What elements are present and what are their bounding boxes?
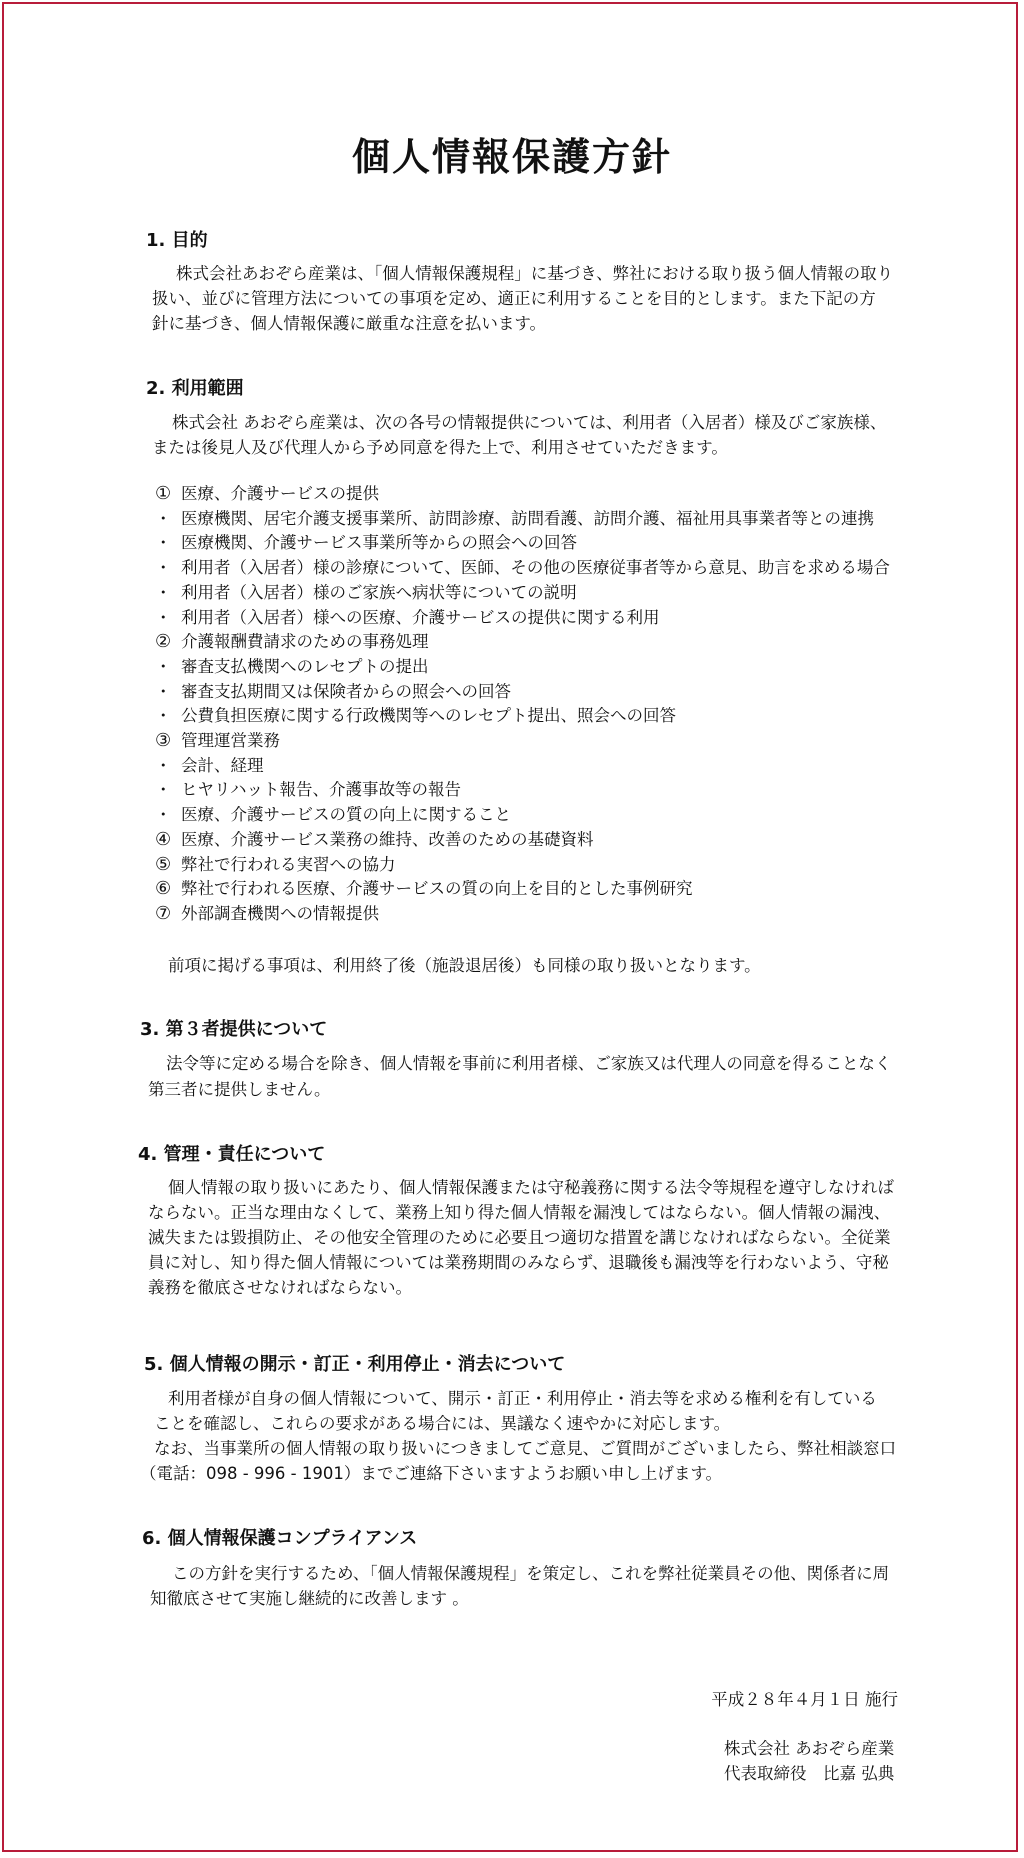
- section-1-line: 針に基づき、個人情報保護に厳重な注意を払います。: [152, 314, 547, 333]
- list-item: ① 医療、介護サービスの提供: [155, 483, 379, 504]
- list-item: ・ 利用者（入居者）様のご家族へ病状等についての説明: [155, 582, 577, 602]
- list-item: ・ ヒヤリハット報告、介護事故等の報告: [155, 780, 462, 800]
- section-4-line: ならない。正当な理由なくして、業務上知り得た個人情報を漏洩してはならない。個人情報の漏洩、: [148, 1203, 891, 1222]
- page-title: 個人情報保護方針: [351, 135, 672, 179]
- section-3-line: 法令等に定める場合を除き、個人情報を事前に利用者様、ご家族又は代理人の同意を得ることなく: [166, 1054, 892, 1073]
- section-6-line: この方針を実行するため、「個人情報保護規程」を策定し、これを弊社従業員その他、関係者に周: [172, 1564, 890, 1583]
- section-2-heading: 2. 利用範囲: [146, 378, 244, 399]
- list-item: ⑦ 外部調査機関への情報提供: [155, 902, 379, 924]
- section-4-heading: 4. 管理・責任について: [138, 1144, 326, 1165]
- list-item: ・ 医療機関、居宅介護支援事業所、訪問診療、訪問看護、訪問介護、福祉用具事業者等との連携: [155, 508, 874, 528]
- section-4-line: 義務を徹底させなければならない。: [148, 1278, 412, 1297]
- section-3-heading: 3. 第３者提供について: [140, 1019, 328, 1040]
- section-4-line: 個人情報の取り扱いにあたり、個人情報保護または守秘義務に関する法令等規程を遵守しなければ: [168, 1178, 894, 1197]
- list-item: ・ 利用者（入居者）様への医療、介護サービスの提供に関する利用: [155, 607, 660, 627]
- section-6-heading: 6. 個人情報保護コンプライアンス: [142, 1528, 418, 1549]
- section-1-line: 株式会社あおぞら産業は、「個人情報保護規程」に基づき、弊社における取り扱う個人情報の取り: [176, 264, 894, 283]
- section-1-line: 扱い、並びに管理方法についての事項を定め、適正に利用することを目的とします。また下記の方: [152, 289, 876, 308]
- list-item: ・ 会計、経理: [155, 755, 264, 775]
- list-item: ・ 医療、介護サービスの質の向上に関すること: [155, 805, 511, 825]
- section-2-line: または後見人及び代理人から予め同意を得た上で、利用させていただきます。: [152, 438, 728, 457]
- section-5-line: （電話：098 - 996 - 1901）までご連絡下さいますようお願い申し上げます。: [140, 1464, 723, 1483]
- section-5-heading: 5. 個人情報の開示・訂正・利用停止・消去について: [144, 1354, 566, 1375]
- representative-name: 代表取締役 比嘉 弘典: [724, 1764, 895, 1783]
- section-5-line: ことを確認し、これらの要求がある場合には、異議なく速やかに対応します。: [154, 1414, 731, 1433]
- section-3-line: 第三者に提供しません。: [148, 1080, 331, 1099]
- list-item: ④ 医療、介護サービス業務の維持、改善のための基礎資料: [155, 828, 594, 850]
- list-item: ③ 管理運営業務: [155, 730, 280, 752]
- list-item: ・ 審査支払機関へのレセプトの提出: [155, 656, 429, 676]
- section-6-line: 知徹底させて実施し継続的に改善します 。: [150, 1589, 469, 1608]
- list-item: ② 介護報酬費請求のための事務処理: [155, 631, 429, 653]
- list-item: ・ 医療機関、介護サービス事業所等からの照会への回答: [155, 533, 577, 553]
- section-5-line: 利用者様が自身の個人情報について、開示・訂正・利用停止・消去等を求める権利を有している: [168, 1389, 877, 1408]
- section-5-line: なお、当事業所の個人情報の取り扱いにつきましてご意見、ご質問がございましたら、弊社相談窓口: [154, 1439, 897, 1458]
- list-item: ⑤ 弊社で行われる実習への協力: [155, 853, 396, 875]
- list-item: ・ 審査支払期間又は保険者からの照会への回答: [155, 681, 511, 701]
- section-4-line: 員に対し、知り得た個人情報については業務期間のみならず、退職後も漏洩等を行わないよう、守秘: [148, 1253, 889, 1272]
- list-item: ・ 利用者（入居者）様の診療について、医師、その他の医療従事者等から意見、助言を求める場合: [155, 558, 890, 578]
- section-1-heading: 1. 目的: [146, 230, 208, 251]
- company-name: 株式会社 あおぞら産業: [724, 1739, 895, 1758]
- enforcement-date: 平成２８年４月１日 施行: [711, 1690, 898, 1709]
- section-2-line: 株式会社 あおぞら産業は、次の各号の情報提供については、利用者（入居者）様及びご家族様、: [172, 413, 887, 432]
- list-item: ・ 公費負担医療に関する行政機関等へのレセプト提出、照会への回答: [155, 706, 676, 726]
- list-item: ⑥ 弊社で行われる医療、介護サービスの質の向上を目的とした事例研究: [155, 878, 693, 900]
- section-2-note: 前項に掲げる事項は、利用終了後（施設退居後）も同様の取り扱いとなります。: [168, 956, 761, 975]
- section-4-line: 滅失または毀損防止、その他安全管理のために必要且つ適切な措置を講じなければならない。全従業: [148, 1228, 891, 1247]
- usage-scope-list: [155, 482, 890, 927]
